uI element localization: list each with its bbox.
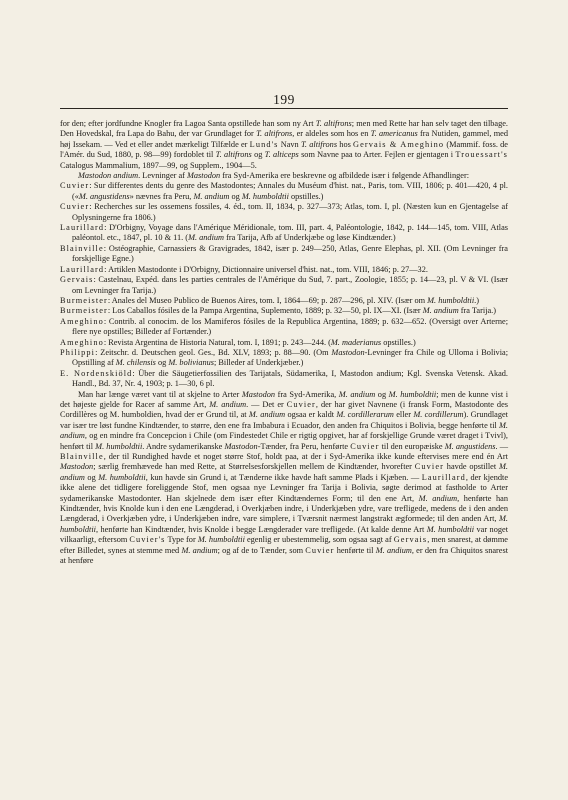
reference-entry: Burmeister: Anales del Museo Publico de Buenos Aires, tom. I, 1864—69; p. 287—296, pl. XIV. (Især om M. humboldtii.) bbox=[60, 295, 479, 305]
reference-entry: Laurillard: Artiklen Mastodonte i D'Orbigny, Dictionnaire universel d'hist. nat., tom. VIII, 1846; p. 27—32. bbox=[60, 264, 428, 274]
reference-entry: Blainville: Ostéographie, Carnassiers & Gravigrades, 1842, især p. 249—250, Atlas, Genre Elephas, pl. XII. (Om Levninger fra forskjellige Egne.) bbox=[60, 243, 508, 264]
reference-entry: Cuvier: Recherches sur les ossemens fossiles, 4. éd., tom. II, 1834, p. 327—373; Atlas, tom. I, pl. (Næsten kun en Gjentagelse af Oplysningerne fra 1806.) bbox=[60, 202, 508, 222]
header-rule bbox=[60, 108, 508, 109]
paragraph-continuation: for den; efter jordfundne Knogler fra Lagoa Santa opstillede han som ny Art T. altifrons; men med Rette har han selv taget den tilbage. Den Hovedskal, fra Lapa do Bahu, der var Grundlaget for T. altifrons, er aldeles som hos en T. americanus fra Nutiden, gammel, med høj Issekam. — Ved et eller andet mærkeligt Tilfælde er Lund's Navn T. altifrons hos Gervais & Ameghino (Mammif. foss. de l'Amér. du Sud, 1880, p. 98—99) fordoblet til T. altifrons og T. alticeps som Navne paa to Arter. Fejlen er gjentagen i Trouessart's Catalogus Mammalium, 1897—99, og Supplem., 1904—5. bbox=[60, 119, 509, 170]
reference-entry: E. Nordenskiöld: Über die Säugetierfossilien des Tarijatals, Südamerika, I, Mastodon andium; Kgl. Svenska Vetensk. Akad. Handl., Bd. 37, Nr. 4, 1903; p. 1—30, 6 pl. bbox=[60, 368, 508, 389]
reference-entry: Ameghino: Revista Argentina de Historia Natural, tom. I, 1891; p. 243—244. (M. maderianus opstilles.) bbox=[60, 337, 416, 347]
reference-entry: Gervais: Castelnau, Expéd. dans les parties centrales de l'Amérique du Sud, 7. part., Zoologie, 1855; p. 14—23, pl. V & VI. (Især om Levninger fra Tarija.) bbox=[60, 275, 508, 295]
reference-entry: Laurillard: D'Orbigny, Voyage dans l'Amérique Méridionale, tom. III, part. 4, Paléontologie, 1842, p. 144—145, tom. VIII, Atlas paléontol. etc., 1847, pl. 10 & 11. (M. andium fra Tarija, Afb af Underkjæbe og løse Kindtænder.) bbox=[60, 223, 508, 243]
paragraph-species-discussion: Man har længe været vant til at skjelne to Arter Mastodon fra Syd-Amerika, M. andium og M. humboldtii; men de kunne vist i det højeste gjelde for Racer af samme Art, M. andium. — Det er Cuvier, der har givet Navnene (i fransk Form, Mastodonte des Cordillères og M. humboldien, hvad der er Grund til, at M. andium ogsaa er kaldt M. cordillerarum eller M. cordillerum). Grundlaget var især tre løst fundne Kindtænder, to større, den ene fra Imbabura i Ecuador, den anden fra Chiquitos i Bolivia, begge henførte til M. andium, og en mindre fra Concepcion i Chile (om Findestedet Chile er rigtig opgivet, har af forskjellige Grunde været draget i Tvivl), henført til M. humboldtii. Andre sydamerikanske Mastodon-Tænder, fra Peru, henførte Cuvier til den europæiske M. angustidens. — Blainville, der til Rundighed havde et noget større Stof, holdt paa, at der i Syd-Amerika ikke kunde eftervises mere end én Art Mastodon; særlig fremhævede han med Rette, at Størrelsesforskjellen mellem de Kindtænder, hvorefter Cuvier havde opstillet M. andium og M. humboldtii, kun havde sin Grund i, at Tænderne ikke havde haft samme Plads i Kjæben. — Laurillard, der kjendte ikke alene det tidligere foreliggende Stof, men ogsaa nye Levninger fra Tarija i Bolivia, søgte derimod at fastholde to Arter sydamerikanske Mastodonter. Han skjelnede dem især efter Kindtændernes Form; til den ene Art, M. andium, henførte han Kindtænder, hvis Knolde kun i den ene Længderad, i Overkjæben indre, i Underkjæben ydre, vare trefligede, medens de i den anden Længderad, i Overkjæben ydre, i Underkjæben indre, vare simplere, i Tværsnit nærmest langstrakt ægformede; til den anden Art, M. humboldtii, henførte han Kindtænder, hvis Knolde i begge Længderader vare trefligede. (At kalde denne Art M. humboldtii var noget vilkaarligt, eftersom Cuvier's Type for M. humboldtii egenlig er ubestemmelig, som ogsaa sagt af Gervais, men snarest, at dømme efter Billedet, synes at stemme med M. andium; og af de to Tænder, som Cuvier henførte til M. andium, er den fra Chiquitos snarest at henføre bbox=[60, 389, 509, 566]
paragraph-mastodon-intro: Mastodon andium. Levninger af Mastodon fra Syd-Amerika ere beskrevne og afbildede især i følgende Afhandlinger: bbox=[78, 171, 470, 181]
reference-entry: Burmeister: Los Caballos fósiles de la Pampa Argentina, Suplemento, 1889; p. 32—50, pl. IX—XI. (Især M. andium fra Tarija.) bbox=[60, 306, 496, 316]
page-number: 199 bbox=[273, 92, 295, 107]
reference-entry: Ameghino: Contrib. al conocim. de los Mamiferos fósiles de la Republica Argentina, 1889; p. 632—652. (Oversigt over Arterne; flere nye opstilles; Billeder af Fortænder.) bbox=[60, 316, 508, 337]
reference-entry: Cuvier: Sur differentes dents du genre des Mastodontes; Annales du Muséum d'hist. nat., Paris, tom. VIII, 1806; p. 401—420, 4 pl. («M. angustidens» nævnes fra Peru, M. andium og M. humboldtii opstilles.) bbox=[60, 181, 508, 201]
reference-entry: Philippi: Zeitschr. d. Deutschen geol. Ges., Bd. XLV, 1893; p. 88—90. (Om Mastodon-Levninger fra Chile og Ulloma i Bolivia; Opstilling af M. chilensis og M. bolivianus; Billeder af Underkjæber.) bbox=[60, 347, 508, 368]
page-body bbox=[60, 119, 508, 566]
